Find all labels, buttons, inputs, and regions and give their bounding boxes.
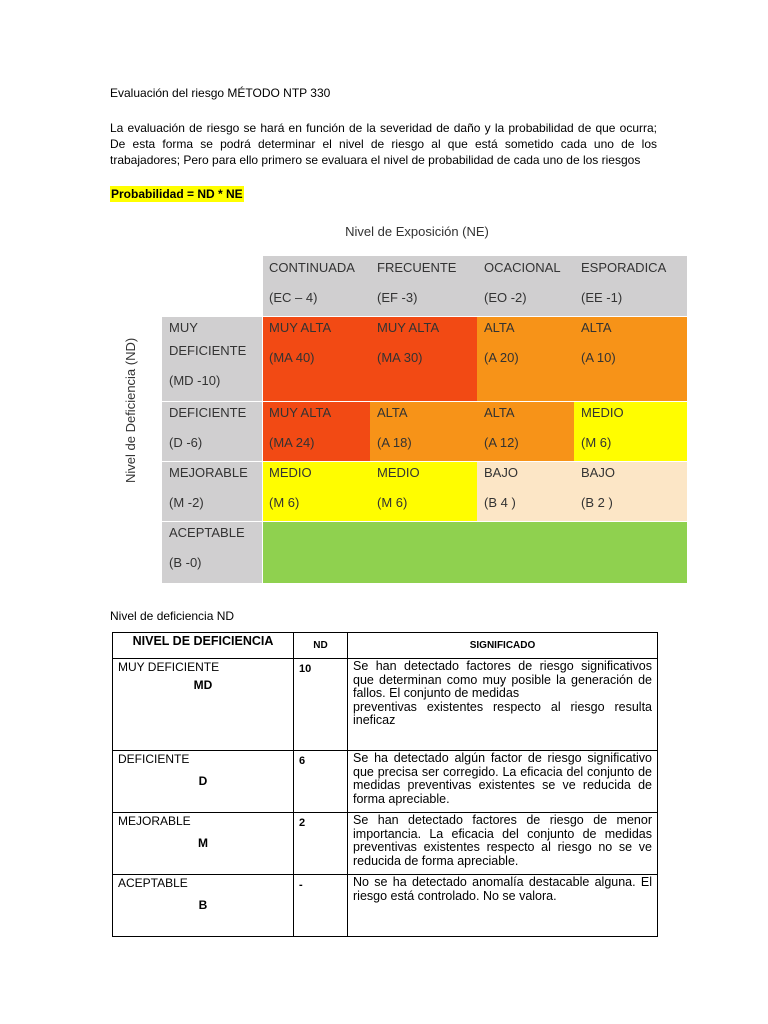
col-name: OCACIONAL xyxy=(484,260,561,275)
risk-cell xyxy=(477,461,574,521)
level-name: MUY DEFICIENTE xyxy=(118,660,220,674)
col-name: CONTINUADA xyxy=(269,260,355,275)
document-title: Evaluación del riesgo MÉTODO NTP 330 xyxy=(110,86,331,100)
nd-value: 2 xyxy=(294,813,348,875)
col-code: (EC – 4) xyxy=(269,290,318,305)
risk-value: (A 10) xyxy=(581,350,616,365)
risk-cell xyxy=(574,401,687,461)
row-code: (D -6) xyxy=(169,435,203,450)
level-cell xyxy=(113,875,294,937)
level-name: ACEPTABLE xyxy=(118,876,188,890)
deficiency-axis-title: Nivel de Deficiencia (ND) xyxy=(123,337,138,483)
risk-level: BAJO xyxy=(581,465,615,480)
risk-cell xyxy=(477,401,574,461)
acceptable-band xyxy=(262,521,687,583)
risk-value: (A 18) xyxy=(377,435,412,450)
level-cell xyxy=(113,751,294,813)
risk-value: (MA 40) xyxy=(269,350,315,365)
grid-line xyxy=(162,521,687,522)
risk-cell xyxy=(370,401,477,461)
level-name: MEJORABLE xyxy=(118,814,191,828)
row-code: (M -2) xyxy=(169,495,204,510)
col-header-esporadica xyxy=(574,256,687,316)
col-name: FRECUENTE xyxy=(377,260,457,275)
risk-level: MEDIO xyxy=(269,465,312,480)
table-row xyxy=(113,659,658,751)
row-header-aceptable xyxy=(162,521,262,583)
risk-value: (A 20) xyxy=(484,350,519,365)
header-nd: ND xyxy=(294,633,348,659)
risk-cell xyxy=(262,316,370,401)
nd-value: 6 xyxy=(294,751,348,813)
level-abbr: M xyxy=(198,836,208,850)
risk-level: MEDIO xyxy=(377,465,420,480)
row-header-deficiente xyxy=(162,401,262,461)
row-name: MEJORABLE xyxy=(169,465,248,480)
risk-cell xyxy=(262,461,370,521)
row-code: (B -0) xyxy=(169,555,202,570)
risk-level: MUY ALTA xyxy=(269,320,332,335)
risk-cell xyxy=(574,316,687,401)
col-header-ocacional xyxy=(477,256,574,316)
probability-formula: Probabilidad = ND * NE xyxy=(111,187,243,201)
risk-cell xyxy=(477,316,574,401)
grid-line xyxy=(162,316,687,317)
meaning-text-cont: preventivas existentes respecto al riesgo resulta ineficaz xyxy=(353,699,652,727)
risk-cell xyxy=(262,401,370,461)
level-cell xyxy=(113,659,294,751)
meaning-cell xyxy=(348,659,658,751)
col-code: (EF -3) xyxy=(377,290,418,305)
risk-value: (B 2 ) xyxy=(581,495,613,510)
level-abbr: D xyxy=(198,774,208,788)
grid-line xyxy=(162,461,687,462)
level-abbr: B xyxy=(198,898,208,912)
risk-cell xyxy=(370,461,477,521)
meaning-text: Se han detectado factores de riesgo de menor importancia. La eficacia del conjunto de medidas preventivas existentes respecto al riesgo no se ve reducida de forma apreciable. xyxy=(348,813,658,875)
nd-table-caption: Nivel de deficiencia ND xyxy=(110,609,235,623)
risk-level: ALTA xyxy=(484,405,515,420)
intro-paragraph: La evaluación de riesgo se hará en función de la severidad de daño y la probabilidad de que ocurra; De esta forma se podrá determinar el nivel de riesgo al que está sometido cada uno de los trabajadores; Pero para ello primero se evaluara el nivel de probabilidad de cada uno de los riesgos xyxy=(110,121,657,167)
row-code: (MD -10) xyxy=(169,373,221,388)
header-level: NIVEL DE DEFICIENCIA xyxy=(113,633,294,659)
grid-line xyxy=(162,401,687,402)
deficiency-table xyxy=(112,632,658,937)
risk-value: (B 4 ) xyxy=(484,495,516,510)
row-name: ACEPTABLE xyxy=(169,525,245,540)
risk-value: (A 12) xyxy=(484,435,519,450)
header-meaning: SIGNIFICADO xyxy=(348,633,658,659)
risk-cell xyxy=(574,461,687,521)
table-row xyxy=(113,875,658,937)
risk-level: MUY ALTA xyxy=(269,405,332,420)
risk-value: (MA 30) xyxy=(377,350,423,365)
level-name: DEFICIENTE xyxy=(118,752,190,766)
row-header-muy-deficiente xyxy=(162,316,262,401)
risk-level: MEDIO xyxy=(581,405,624,420)
col-code: (EE -1) xyxy=(581,290,623,305)
row-name-line1: MUY xyxy=(169,320,198,335)
col-name: ESPORADICA xyxy=(581,260,667,275)
risk-level: ALTA xyxy=(484,320,515,335)
col-header-frecuente xyxy=(370,256,477,316)
risk-level: ALTA xyxy=(377,405,408,420)
risk-cell xyxy=(370,316,477,401)
col-header-continuada xyxy=(262,256,370,316)
table-row xyxy=(113,751,658,813)
meaning-text: Se han detectado factores de riesgo significativos que determinan como muy posible la generación de fallos. El conjunto de medidas xyxy=(353,659,652,700)
risk-value: (M 6) xyxy=(269,495,300,510)
table-row xyxy=(113,813,658,875)
col-code: (EO -2) xyxy=(484,290,527,305)
risk-level: MUY ALTA xyxy=(377,320,440,335)
grid-line xyxy=(262,256,263,583)
level-cell xyxy=(113,813,294,875)
risk-level: ALTA xyxy=(581,320,612,335)
risk-value: (MA 24) xyxy=(269,435,315,450)
nd-value: - xyxy=(294,875,348,937)
risk-value: (M 6) xyxy=(377,495,408,510)
meaning-text: Se ha detectado algún factor de riesgo significativo que precisa ser corregido. La eficacia del conjunto de medidas preventivas existentes se ve reducida de forma apreciable. xyxy=(348,751,658,813)
row-header-mejorable xyxy=(162,461,262,521)
meaning-text: No se ha detectado anomalía destacable alguna. El riesgo está controlado. No se valora. xyxy=(348,875,658,937)
nd-value: 10 xyxy=(294,659,348,751)
level-abbr: MD xyxy=(193,678,213,692)
row-name: DEFICIENTE xyxy=(169,405,247,420)
risk-value: (M 6) xyxy=(581,435,612,450)
row-name-line2: DEFICIENTE xyxy=(169,343,247,358)
risk-level: BAJO xyxy=(484,465,518,480)
exposure-axis-title: Nivel de Exposición (NE) xyxy=(345,224,489,239)
